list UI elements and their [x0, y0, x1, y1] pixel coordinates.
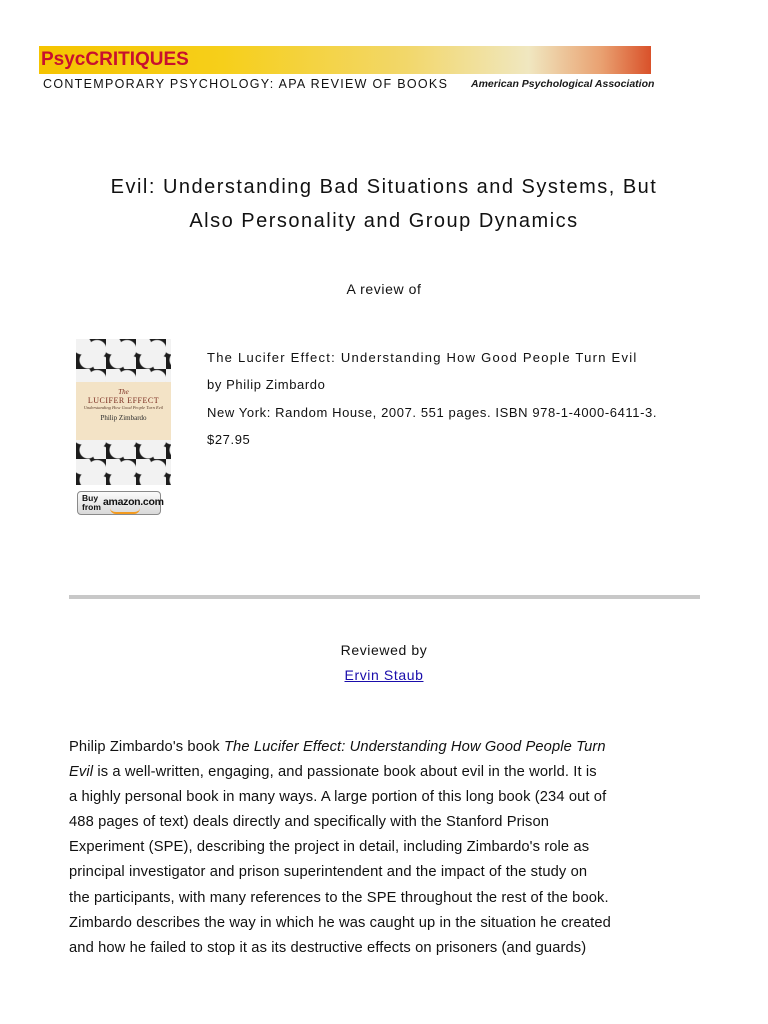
banner-subtitle: CONTEMPORARY PSYCHOLOGY: APA REVIEW OF BOOKS [43, 77, 449, 91]
body-line-2-book-title: Evil [69, 764, 94, 781]
banner-logo-strip [39, 46, 651, 74]
body-line: a highly personal book in many ways. A large portion of this long book (234 out of [69, 789, 607, 806]
body-line: the participants, with many references to the SPE throughout the rest of the book. [69, 889, 609, 906]
body-line: 488 pages of text) deals directly and specifically with the Stanford Prison [69, 814, 550, 831]
psyccritiques-logo: PsycCRITIQUES [41, 49, 189, 70]
book-cover-image[interactable] [76, 339, 171, 485]
body-line-1-book-title: The Lucifer Effect: Understanding How Good People Turn [223, 739, 606, 755]
book-publication: New York: Random House, 2007. 551 pages. ISBN 978-1-4000-6411-3. [207, 404, 658, 420]
book-author: by Philip Zimbardo [207, 377, 326, 393]
review-body [69, 735, 709, 961]
amazon-logo-text: amazon.com [103, 496, 164, 508]
body-line-1 [69, 735, 709, 760]
reviewer-name-link[interactable]: Ervin Staub [344, 667, 424, 683]
body-line: principal investigator and prison superintendent and the impact of the study on [69, 864, 588, 881]
amazon-buy-label: Buy from [82, 493, 101, 512]
article-title-line-2: Also Personality and Group Dynamics [189, 210, 579, 232]
buy-from-amazon-button[interactable] [77, 491, 164, 515]
book-price: $27.95 [207, 431, 251, 447]
amazon-smile-icon [110, 508, 140, 514]
apa-publisher-label: American Psychological Association [471, 78, 655, 90]
cover-title-small: The [118, 388, 129, 396]
body-line-2-rest: is a well-written, engaging, and passionate book about evil in the world. It is [93, 764, 597, 781]
body-line: and how he failed to stop it as its destructive effects on prisoners (and guards) [69, 939, 587, 956]
body-line: Experiment (SPE), describing the project in detail, including Zimbardo's role as [69, 839, 590, 856]
body-line-2 [69, 760, 709, 785]
review-of-label: A review of [346, 281, 422, 297]
cover-subtitle: Understanding How Good People Turn Evil [83, 405, 164, 410]
header-banner [39, 46, 655, 94]
reviewed-by-label: Reviewed by [340, 642, 428, 658]
section-divider [69, 595, 700, 599]
book-details [207, 344, 747, 453]
article-title [60, 170, 708, 238]
book-title: The Lucifer Effect: Understanding How Good People Turn Evil [207, 350, 638, 365]
body-line: Zimbardo describes the way in which he was caught up in the situation he created [69, 914, 611, 931]
cover-author: Philip Zimbardo [100, 414, 147, 422]
cover-title: LUCIFER EFFECT [87, 396, 160, 405]
article-title-line-1: Evil: Understanding Bad Situations and Systems, But [110, 176, 658, 198]
book-cover-label [76, 382, 171, 440]
body-line-1-prefix: Philip Zimbardo's book [69, 739, 224, 755]
reviewer-container [0, 666, 768, 684]
